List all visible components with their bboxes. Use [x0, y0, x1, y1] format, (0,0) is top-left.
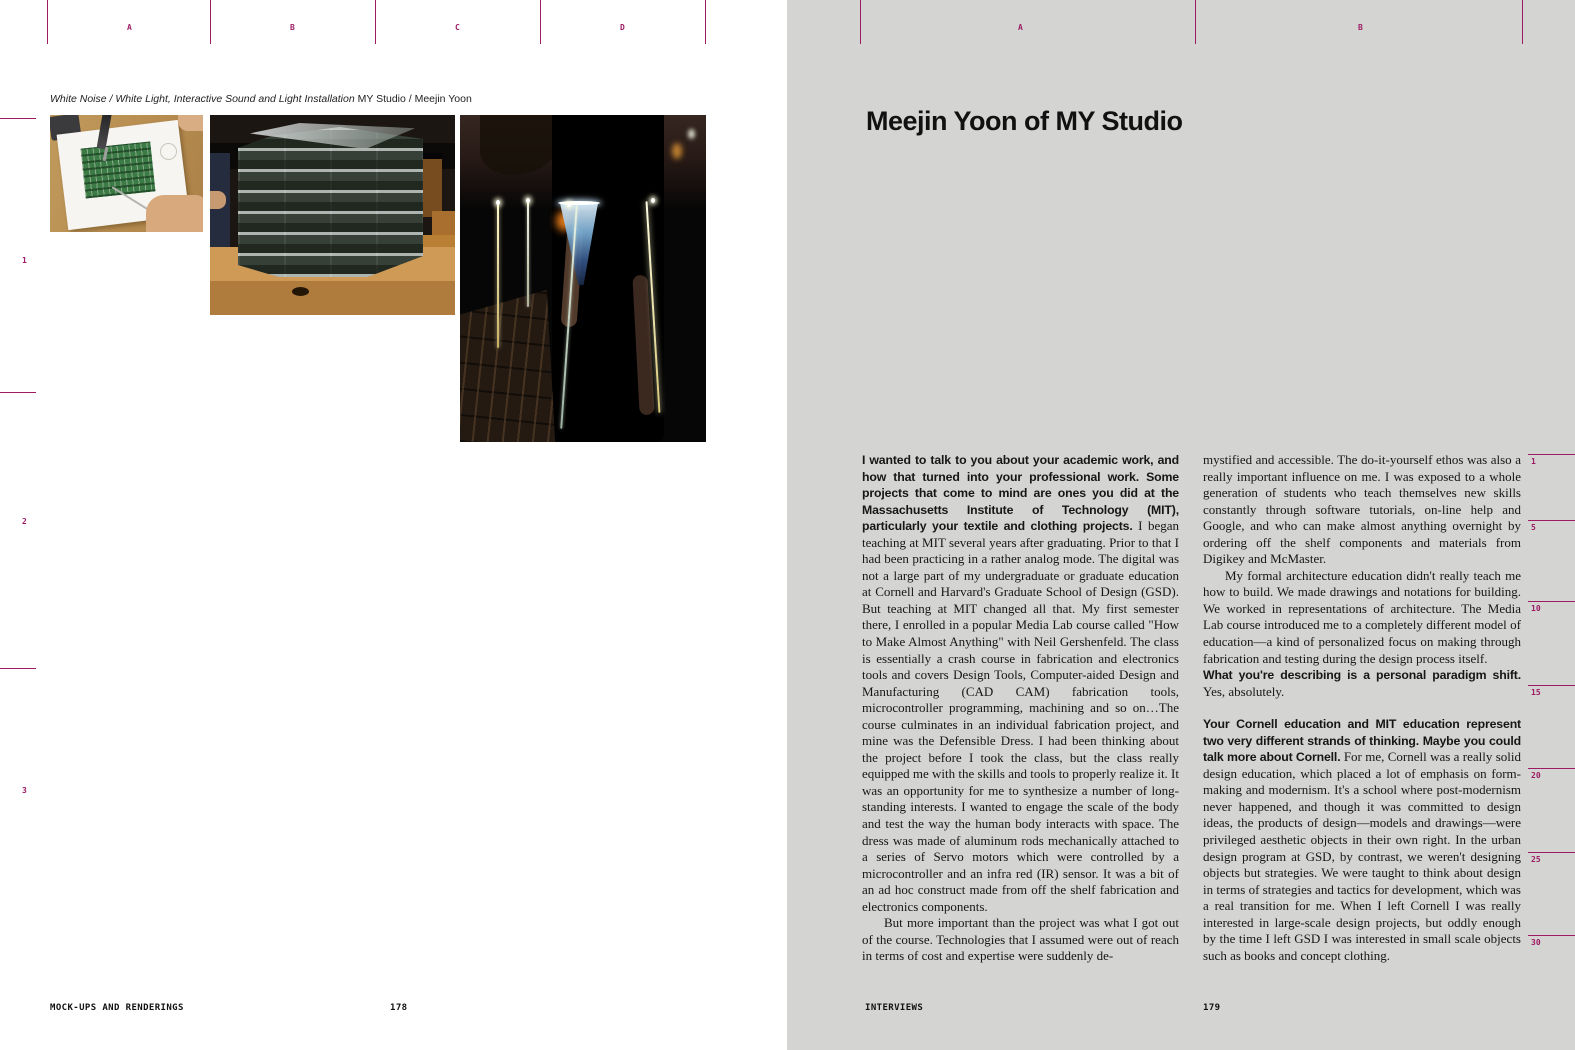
line-number: 1: [1531, 457, 1536, 466]
margin-number: 1: [22, 256, 27, 265]
rod-tip-glow: [496, 200, 500, 205]
crop-mark: [0, 118, 36, 119]
embossed-seal: [160, 143, 177, 160]
interview-column-2: [1203, 452, 1521, 967]
grid-letter: A: [127, 23, 132, 32]
crop-mark: [540, 0, 541, 44]
footer-section-label: INTERVIEWS: [865, 1003, 924, 1013]
footer-page-number: 179: [1203, 1003, 1221, 1013]
line-number-rule: [1528, 520, 1575, 521]
rod-tip-glow: [651, 198, 655, 203]
distant-light-glow: [688, 129, 695, 139]
glowing-rod: [497, 203, 499, 348]
rod-tip-glow: [567, 202, 571, 207]
line-number: 5: [1531, 523, 1536, 532]
interview-paragraph: [1203, 452, 1521, 568]
distant-light-glow: [672, 143, 682, 159]
line-number: 10: [1531, 604, 1541, 613]
caption-title-italic: White Noise / White Light, Interactive Sound and Light Installation: [50, 93, 355, 105]
grid-letter: B: [1358, 23, 1363, 32]
interview-question: What you're describing is a personal paradigm shift.: [1203, 668, 1521, 683]
crop-mark: [47, 0, 48, 44]
line-number-rule: [1528, 852, 1575, 853]
line-number: 25: [1531, 855, 1541, 864]
rod-tip-glow: [526, 198, 530, 203]
interview-answer: mystified and accessible. The do-it-yourself ethos was also a really important influence on me. I was exposed to a whole generation of students who teach themselves new skills constantly through software tutorials, on-line help and Google, and who can make almost anything overnight by ordering off the shelf components and materials from Digikey and McMaster.: [1203, 452, 1521, 567]
line-number: 30: [1531, 938, 1541, 947]
crop-mark: [210, 0, 211, 44]
line-number-rule: [1528, 685, 1575, 686]
line-number-rule: [1528, 601, 1575, 602]
line-number-rule: [1528, 935, 1575, 936]
crop-mark: [1195, 0, 1196, 44]
photo-night-light-rods: [460, 115, 706, 442]
photo-soldering-circuit-board: [50, 115, 203, 232]
interview-answer: For me, Cornell was a really solid design education, which placed a lot of emphasis on form-making and modernism. It's a school where post-modernism never happened, and though it was committed to design ideas, the products of design—models and drawings—were privileged aesthetic objects in their own right. In the urban design program at GSD, by contrast, we weren't designing objects but strategies. We were taught to think about design in terms of strategies and tactics for development, which was a real transition for me. When I left Cornell I was really interested in large-scale design projects, but oddly enough by the time I left GSD I was interested in small scale objects such as books and concept clothing.: [1203, 749, 1521, 963]
photo-acrylic-circuit-stack: [210, 115, 455, 315]
footer-section-label: MOCK-UPS AND RENDERINGS: [50, 1003, 184, 1013]
interview-paragraph: [862, 915, 1179, 965]
photo-caption: [50, 93, 472, 105]
line-number-rule: [1528, 454, 1575, 455]
crop-mark: [375, 0, 376, 44]
grid-letter: A: [1018, 23, 1023, 32]
grid-letter: C: [455, 23, 460, 32]
interview-answer: My formal architecture education didn't really teach me how to build. We made drawings and notations for building. We worked in representations of architecture. The Media Lab course introduced me to a completely different model of education—a kind of personalized focus on making through fabrication and testing during the design process itself.: [1203, 567, 1521, 666]
hand-top-right: [178, 115, 203, 131]
interview-column-1: [862, 452, 1179, 967]
crop-mark: [0, 392, 36, 393]
margin-number: 3: [22, 786, 27, 795]
interview-answer: Yes, absolutely.: [1203, 683, 1285, 699]
person-arm: [210, 191, 226, 209]
hand-holding-tweezers: [146, 195, 203, 232]
crop-mark: [1522, 0, 1523, 44]
grid-letter: B: [290, 23, 295, 32]
page-right: [787, 0, 1575, 1050]
light-cone-rim: [558, 201, 600, 205]
interview-answer: But more important than the project was what I got out of the course. Technologies that I assumed were out of reach in terms of cost and expertise were suddenly de-: [862, 915, 1179, 964]
crop-mark: [860, 0, 861, 44]
line-number: 20: [1531, 771, 1541, 780]
glowing-rod: [527, 201, 529, 307]
caption-credit: MY Studio / Meejin Yoon: [354, 93, 472, 105]
line-number-rule: [1528, 768, 1575, 769]
interview-question: Your Cornell education and MIT education represent two very different strands of thinking. Maybe you could talk more about Cornell.: [1203, 717, 1521, 765]
crop-mark: [705, 0, 706, 44]
interview-paragraph: [1203, 568, 1521, 667]
page-title: Meejin Yoon of MY Studio: [866, 106, 1183, 136]
acrylic-box-stack: [238, 127, 423, 277]
line-number: 15: [1531, 688, 1541, 697]
interview-paragraph: [1203, 667, 1521, 700]
interview-paragraph: [862, 452, 1179, 915]
footer-page-number: 178: [390, 1003, 408, 1013]
crop-mark: [0, 668, 36, 669]
margin-number: 2: [22, 517, 27, 526]
interview-answer: I began teaching at MIT several years after graduating. Prior to that I had been practicing in a rather analog mode. The digital was not a large part of my undergraduate or graduate education at Cornell and Harvard's Graduate School of Design (GSD). But teaching at MIT changed all that. My first semester there, I enrolled in a popular Media Lab course called "How to Make Almost Anything" with Neil Gershenfeld. The class is essentially a crash course in fabrication and electronics tools and covers Design Tools, Computer-aided Design and Manufacturing (CAD CAM) fabrication tools, microcontroller programming, machining and so on…The course culminates in an individual fabrication project, and mine was the Defensible Dress. I had been thinking about the project before I took the class, but the class really equipped me with the skills and tools to properly realize it. It was an opportunity for me to synthesize a number of long-standing interests. I wanted to engage the scale of the body and test the way the human body interacts with space. The dress was made of aluminum rods mechanically attached to a series of Servo motors which were controlled by a microcontroller and an infra red (IR) sensor. It was a bit of an ad hoc construct made from off the shelf fabrication and electronics components.: [862, 518, 1179, 914]
table-grommet-hole: [292, 287, 309, 296]
grid-letter: D: [620, 23, 625, 32]
interview-paragraph: [1203, 716, 1521, 964]
interview-question: I wanted to talk to you about your academic work, and how that turned into your professional work. Some projects that come to mind are ones you did at the Massachusetts Institute of Technology (MIT), particularly your textile and clothing projects.: [862, 453, 1179, 534]
